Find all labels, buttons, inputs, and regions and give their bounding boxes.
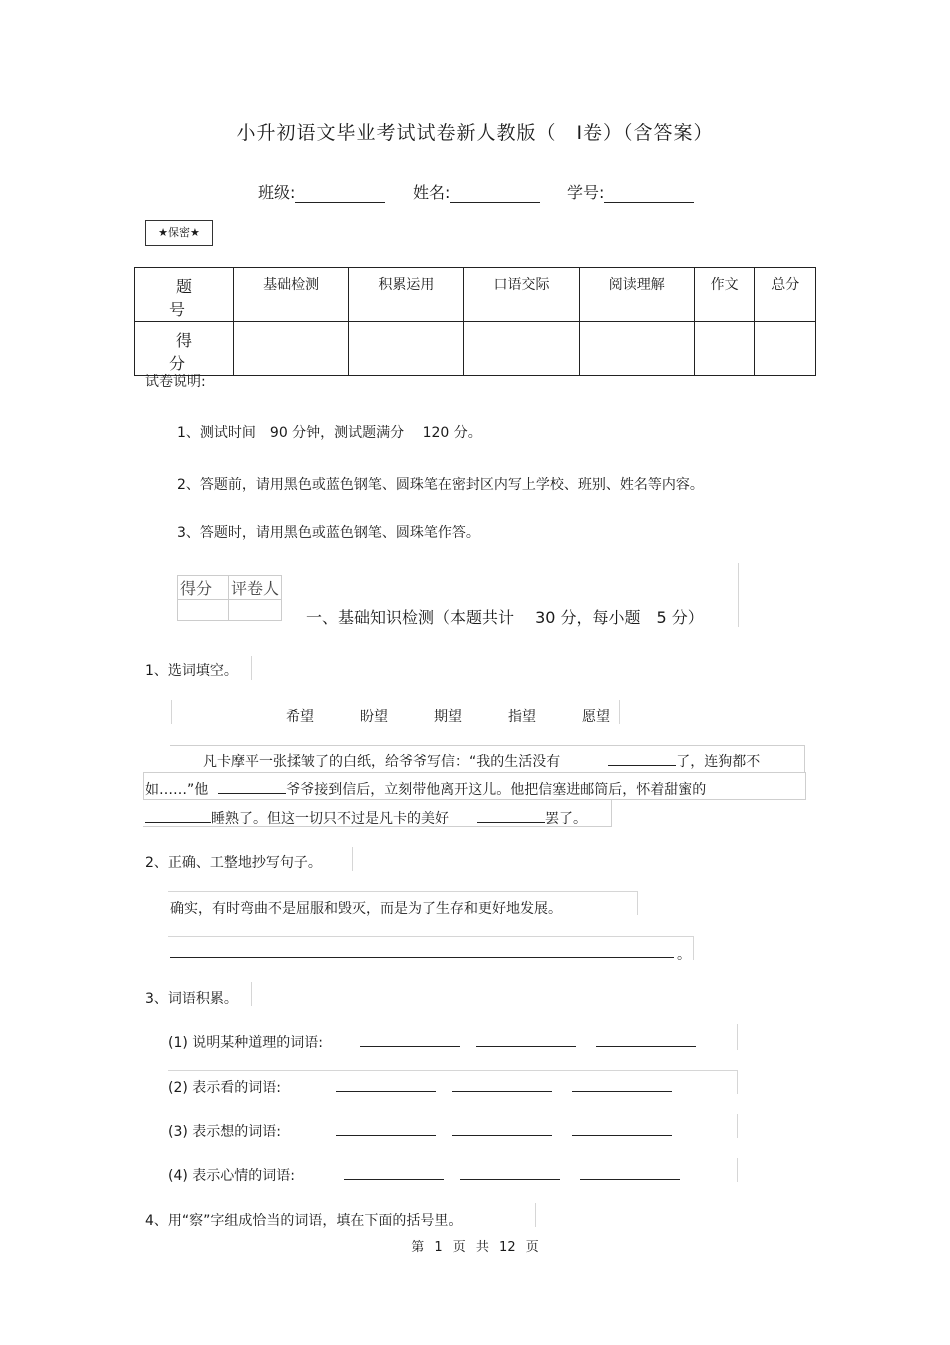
divider	[693, 936, 694, 960]
name-blank	[450, 184, 540, 203]
grader-name-label: 评卷人	[229, 576, 282, 600]
instruction-item: 2、答题前，请用黑色或蓝色钢笔、圆珠笔在密封区内写上学校、班别、姓名等内容。	[177, 477, 704, 493]
number-field	[567, 180, 694, 203]
fill-blank[interactable]	[218, 779, 286, 794]
word-option: 期望	[434, 709, 462, 725]
passage-line	[145, 779, 706, 799]
number-label: 学号:	[567, 183, 605, 202]
q3-item-1: (1) 说明某种道理的词语:	[168, 1035, 323, 1051]
divider	[619, 700, 620, 724]
score-col-oral: 口语交际	[464, 268, 579, 322]
grader-name-cell	[229, 600, 282, 621]
instruction-item: 3、答题时，请用黑色或蓝色钢笔、圆珠笔作答。	[177, 525, 480, 541]
q1-word-bank	[286, 706, 610, 726]
divider	[168, 891, 638, 892]
q4-label: 4、用“察”字组成恰当的词语，填在下面的括号里。	[145, 1213, 463, 1229]
score-cell	[755, 322, 816, 376]
score-col-total: 总分	[755, 268, 816, 322]
answer-line[interactable]	[336, 1135, 436, 1136]
q1-label: 1、选词填空。	[145, 663, 238, 679]
answer-line[interactable]	[572, 1091, 672, 1092]
document-title: 小升初语文毕业考试试卷新人教版（ Ⅰ卷）（含答案）	[236, 122, 714, 144]
answer-line[interactable]	[580, 1179, 680, 1180]
instructions-heading: 试卷说明:	[145, 374, 206, 390]
grader-score-label: 得分	[178, 576, 229, 600]
answer-line[interactable]	[460, 1179, 560, 1180]
answer-line[interactable]	[336, 1091, 436, 1092]
score-col-essay: 作文	[694, 268, 755, 322]
answer-line[interactable]	[596, 1046, 696, 1047]
q2-sentence: 确实，有时弯曲不是屈服和毁灭，而是为了生存和更好地发展。	[170, 901, 562, 917]
q3-label: 3、词语积累。	[145, 991, 238, 1007]
score-table-header-row	[135, 268, 816, 322]
divider	[737, 1114, 738, 1138]
copy-line[interactable]	[170, 957, 674, 958]
name-field	[413, 180, 540, 203]
answer-line[interactable]	[572, 1135, 672, 1136]
answer-line[interactable]	[360, 1046, 460, 1047]
class-label: 班级:	[258, 183, 296, 202]
passage-text: 了，连狗都不	[676, 754, 761, 770]
answer-line[interactable]	[476, 1046, 576, 1047]
passage-text: 凡卡摩平一张揉皱了的白纸，给爷爷写信：“我的生活没有	[203, 754, 561, 770]
divider	[168, 936, 694, 937]
score-table-row-head: 题 号	[135, 268, 234, 322]
score-col-basic: 基础检测	[234, 268, 349, 322]
word-option: 指望	[508, 709, 536, 725]
class-field	[258, 180, 385, 203]
answer-line[interactable]	[452, 1135, 552, 1136]
fill-blank[interactable]	[145, 808, 211, 823]
name-label: 姓名:	[413, 183, 451, 202]
confidential-badge: ★保密★	[145, 220, 213, 246]
passage-text: 睡熟了。但这一切只不过是凡卡的美好	[211, 811, 449, 827]
divider	[737, 1024, 738, 1050]
divider	[737, 1158, 738, 1182]
score-col-reading: 阅读理解	[579, 268, 694, 322]
score-cell	[694, 322, 755, 376]
section1-heading: 一、基础知识检测（本题共计 30 分，每小题 5 分）	[306, 608, 704, 627]
instruction-item: 1、测试时间 90 分钟，测试题满分 120 分。	[177, 425, 482, 441]
passage-text: 如……”他	[145, 782, 209, 798]
fill-blank[interactable]	[477, 808, 545, 823]
fill-blank[interactable]	[608, 751, 676, 766]
number-blank	[604, 184, 694, 203]
word-option: 希望	[286, 709, 314, 725]
divider	[171, 700, 172, 724]
score-cell	[349, 322, 464, 376]
word-option: 愿望	[582, 709, 610, 725]
divider	[637, 891, 638, 915]
grader-score-cell	[178, 600, 229, 621]
divider	[352, 847, 353, 871]
passage-line	[203, 751, 760, 771]
divider	[168, 1070, 738, 1071]
score-cell	[464, 322, 579, 376]
page-footer: 第 1 页 共 12 页	[411, 1240, 539, 1255]
q2-end-mark: 。	[677, 947, 691, 963]
answer-line[interactable]	[452, 1091, 552, 1092]
score-cell	[234, 322, 349, 376]
score-table	[134, 267, 816, 376]
word-option: 盼望	[360, 709, 388, 725]
passage-text: 爷爷接到信后，立刻带他离开这儿。他把信塞进邮筒后，怀着甜蜜的	[286, 782, 707, 798]
divider	[251, 982, 252, 1006]
score-table-score-row	[135, 322, 816, 376]
passage-text: 罢了。	[545, 811, 587, 827]
score-table-score-head: 得 分	[135, 322, 234, 376]
divider	[251, 656, 252, 680]
divider	[737, 1070, 738, 1094]
grader-box	[177, 575, 282, 621]
divider	[535, 1203, 536, 1227]
q2-label: 2、正确、工整地抄写句子。	[145, 855, 322, 871]
divider	[738, 563, 739, 627]
class-blank	[295, 184, 385, 203]
q3-item-2: (2) 表示看的词语:	[168, 1080, 281, 1096]
answer-line[interactable]	[344, 1179, 444, 1180]
passage-line	[145, 808, 587, 828]
score-cell	[579, 322, 694, 376]
q3-item-3: (3) 表示想的词语:	[168, 1124, 281, 1140]
score-col-accumulation: 积累运用	[349, 268, 464, 322]
q3-item-4: (4) 表示心情的词语:	[168, 1168, 295, 1184]
